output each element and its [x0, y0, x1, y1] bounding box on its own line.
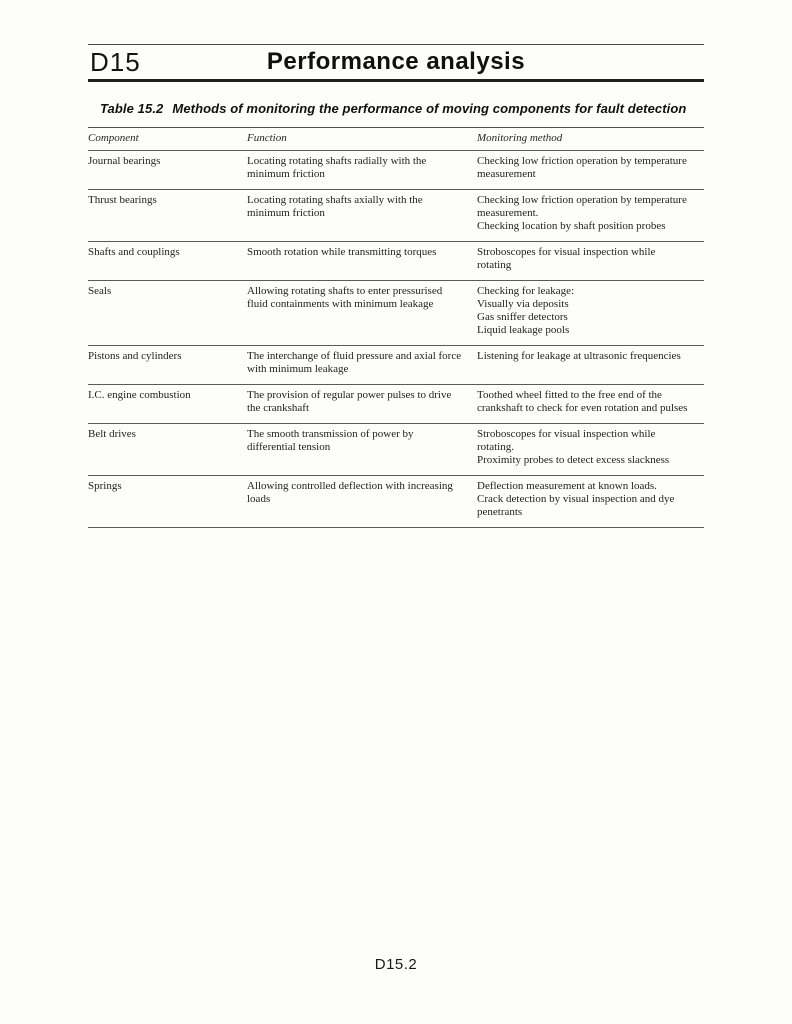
- monitoring-cell: [477, 350, 704, 376]
- monitoring-line: Visually via deposits: [477, 298, 569, 310]
- monitoring-cell: [477, 480, 704, 519]
- monitoring-cell: [477, 428, 704, 467]
- table-row-ic-engine-combustion: [88, 385, 704, 424]
- page-footer: [0, 956, 792, 973]
- page-number: D15.2: [374, 956, 418, 973]
- monitoring-line: Toothed wheel fitted to the free end of the crankshaft to check for even rotation and pulses: [477, 389, 688, 414]
- monitoring-line: Checking for leakage:: [477, 285, 575, 297]
- header-line: [88, 47, 704, 77]
- monitoring-line: Listening for leakage at ultrasonic frequencies: [477, 350, 681, 362]
- function-cell: Locating rotating shafts axially with the minimum friction: [247, 194, 423, 219]
- performance-table: [88, 127, 704, 528]
- function-cell: Locating rotating shafts radially with the minimum friction: [247, 155, 427, 180]
- component-cell: Pistons and cylinders: [88, 350, 182, 362]
- component-cell: Seals: [88, 285, 112, 297]
- component-cell: Thrust bearings: [88, 194, 157, 206]
- function-cell: The provision of regular power pulses to drive the crankshaft: [247, 389, 452, 414]
- table-row-shafts-and-couplings: [88, 242, 704, 281]
- component-cell: I.C. engine combustion: [88, 389, 191, 401]
- monitoring-line: Stroboscopes for visual inspection while rotating: [477, 246, 656, 271]
- monitoring-line: Checking location by shaft position probes: [477, 220, 666, 232]
- monitoring-cell: [477, 285, 704, 337]
- monitoring-line: Proximity probes to detect excess slackness: [477, 454, 670, 466]
- monitoring-line: Crack detection by visual inspection and dye penetrants: [477, 493, 675, 518]
- page-title: Performance analysis: [266, 48, 526, 75]
- table-row-belt-drives: [88, 424, 704, 476]
- function-cell: Allowing controlled deflection with increasing loads: [247, 480, 453, 505]
- header-bottom-rule: [88, 79, 704, 82]
- table-row-thrust-bearings: [88, 190, 704, 242]
- function-cell: Allowing rotating shafts to enter pressurised fluid containments with minimum leakage: [247, 285, 443, 310]
- monitoring-cell: [477, 246, 704, 272]
- column-header-component: Component: [88, 132, 139, 144]
- monitoring-line: Checking low friction operation by temperature measurement.: [477, 194, 687, 219]
- component-cell: Journal bearings: [88, 155, 161, 167]
- monitoring-cell: [477, 389, 704, 415]
- header-top-rule: [88, 44, 704, 45]
- monitoring-line: Checking low friction operation by temperature measurement: [477, 155, 687, 180]
- monitoring-cell: [477, 194, 704, 233]
- monitoring-line: Stroboscopes for visual inspection while rotating.: [477, 428, 656, 453]
- function-cell: The smooth transmission of power by differential tension: [247, 428, 414, 453]
- component-cell: Belt drives: [88, 428, 136, 440]
- column-header-function: Function: [247, 132, 287, 144]
- column-header-monitoring-method: Monitoring method: [477, 132, 563, 144]
- function-cell: Smooth rotation while transmitting torques: [247, 246, 437, 258]
- table-header-row: [88, 128, 704, 151]
- table-row-pistons-and-cylinders: [88, 346, 704, 385]
- table-caption-label: Table 15.2: [100, 101, 164, 116]
- component-cell: Springs: [88, 480, 122, 492]
- table-caption-text: Methods of monitoring the performance of moving components for fault detection: [172, 101, 687, 116]
- monitoring-line: Deflection measurement at known loads.: [477, 480, 657, 492]
- function-cell: The interchange of fluid pressure and axial force with minimum leakage: [247, 350, 462, 375]
- monitoring-cell: [477, 155, 704, 181]
- page-header: [88, 44, 704, 82]
- table-row-springs: [88, 476, 704, 528]
- component-cell: Shafts and couplings: [88, 246, 180, 258]
- table-caption: [100, 101, 712, 116]
- monitoring-line: Liquid leakage pools: [477, 324, 570, 336]
- monitoring-line: Gas sniffer detectors: [477, 311, 568, 323]
- table-row-journal-bearings: [88, 151, 704, 190]
- section-code: D15: [90, 47, 141, 77]
- table-row-seals: [88, 281, 704, 346]
